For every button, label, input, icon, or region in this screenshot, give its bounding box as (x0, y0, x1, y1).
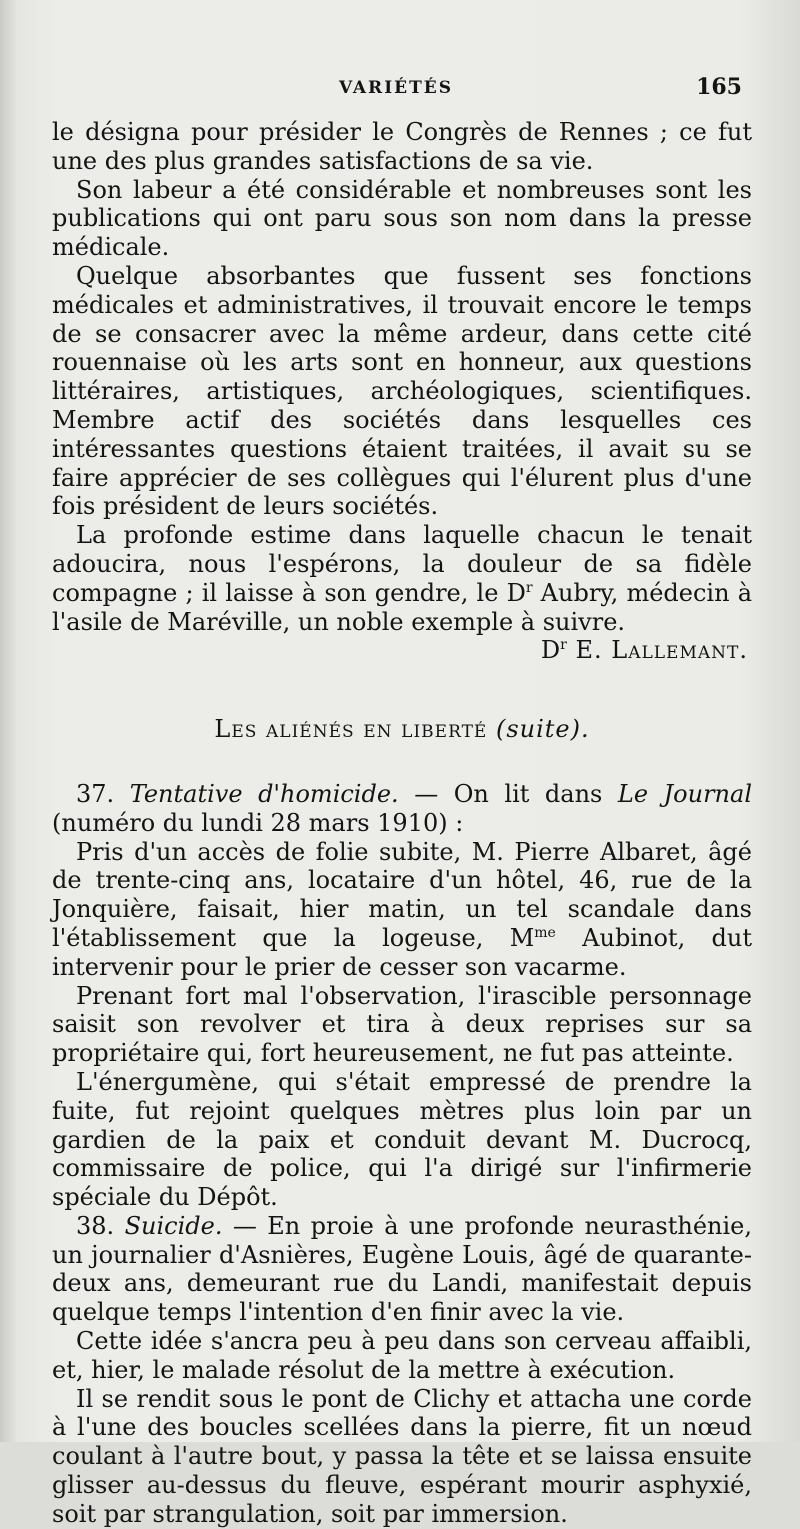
item-37-dash: — On lit dans (398, 779, 618, 808)
paragraph-1: le désigna pour présider le Congrès de Rennes ; ce fut une des plus grandes satisfactions de sa vie. (52, 118, 752, 175)
section-title-suffix: (suite). (495, 715, 590, 744)
item-37-paragraph-2: Prenant fort mal l'observation, l'irascible personnage saisit son revolver et tira à deux reprises sur sa propriétaire qui, fort heureusement, ne fut pas atteinte. (52, 981, 752, 1068)
item-38-rest: — En proie à une profonde neurasthénie, un journalier d'Asnières, Eugène Louis, âgé de quarante-deux ans, demeurant rue du Landi, manifestait depuis quelque temps l'intention d'en finir avec la vie. (52, 1211, 753, 1327)
item-37-journal: Le Journal (617, 779, 752, 808)
paragraph-3: Quelque absorbantes que fussent ses fonctions médicales et administratives, il trouvait encore le temps de se consacrer avec la même ardeur, dans cette cité rouennaise où les arts sont en honneur, aux questions littéraires, artistiques, archéologiques, scientifiques. Membre actif des sociétés dans lesquelles ces intéressantes questions étaient traitées, il avait su se faire apprécier de ses collègues qui l'élurent plus d'une fois président de leurs sociétés. (52, 261, 752, 521)
item-37-p1-post: Aubinot, dut intervenir pour le prier de cesser son vacarme. (52, 923, 752, 981)
item-38-paragraph-3: Il se rendit sous le pont de Clichy et attacha une corde à l'une des boucles scellées dans la pierre, fit un nœud coulant à l'autre bout, y passa la tête et se laissa ensuite glisser au-dessus du fleuve, espérant mourir asphyxié, soit par strangulation, soit par immersion. (52, 1384, 752, 1528)
item-38-title: Suicide. (124, 1211, 223, 1240)
item-37-paragraph-3: L'énergumène, qui s'était empressé de prendre la fuite, fut rejoint quelques mètres plus loin par un gardien de la paix et conduit devant M. Ducrocq, commissaire de police, qui l'a dirigé sur l'infirmerie spéciale du Dépôt. (52, 1067, 752, 1212)
signature-prefix: D (540, 636, 561, 665)
signature-name: E. Lallemant. (566, 636, 748, 665)
item-38-heading (52, 1212, 752, 1327)
page-number: 165 (696, 74, 742, 100)
item-37-rest: (numéro du lundi 28 mars 1910) : (52, 808, 464, 837)
madame-superscript: me (534, 924, 556, 941)
item-37-heading (52, 780, 752, 838)
doctor-superscript: r (525, 579, 533, 596)
section-title-text: Les aliénés en liberté (214, 715, 488, 744)
paragraph-2: Son labeur a été considérable et nombreuses sont les publications qui ont paru sous son nom dans la presse médicale. (52, 175, 752, 262)
item-38-paragraph-2: Cette idée s'ancra peu à peu dans son cerveau affaibli, et, hier, le malade résolut de la mettre à exécution. (52, 1327, 752, 1384)
item-37-paragraph-1 (52, 838, 752, 982)
running-title: VARIÉTÉS (339, 78, 453, 98)
item-37-title: Tentative d'homicide. (129, 779, 399, 808)
body-text (52, 118, 752, 1529)
author-signature (52, 636, 752, 665)
paragraph-4 (52, 521, 752, 636)
item-38-number: 38. (76, 1211, 125, 1240)
signature-superscript: r (560, 637, 567, 654)
paragraph-4-part-a: La profonde estime dans laquelle chacun le tenait adoucira, nous l'espérons, la douleur de sa fidèle compagne ; il laisse à son gendre, le D (52, 521, 752, 607)
paragraph-4-part-b: Aubry, médecin à l'asile de Maréville, un noble exemple à suivre. (52, 578, 752, 636)
item-37-number: 37. (76, 779, 130, 808)
page-header (50, 74, 742, 104)
section-title (52, 715, 752, 744)
item-37-p1-pre: Pris d'un accès de folie subite, M. Pierre Albaret, âgé de trente-cinq ans, locataire d'un hôtel, 46, rue de la Jonquière, faisait, hier matin, un tel scandale dans l'établissement que la logeuse, M (52, 837, 752, 952)
